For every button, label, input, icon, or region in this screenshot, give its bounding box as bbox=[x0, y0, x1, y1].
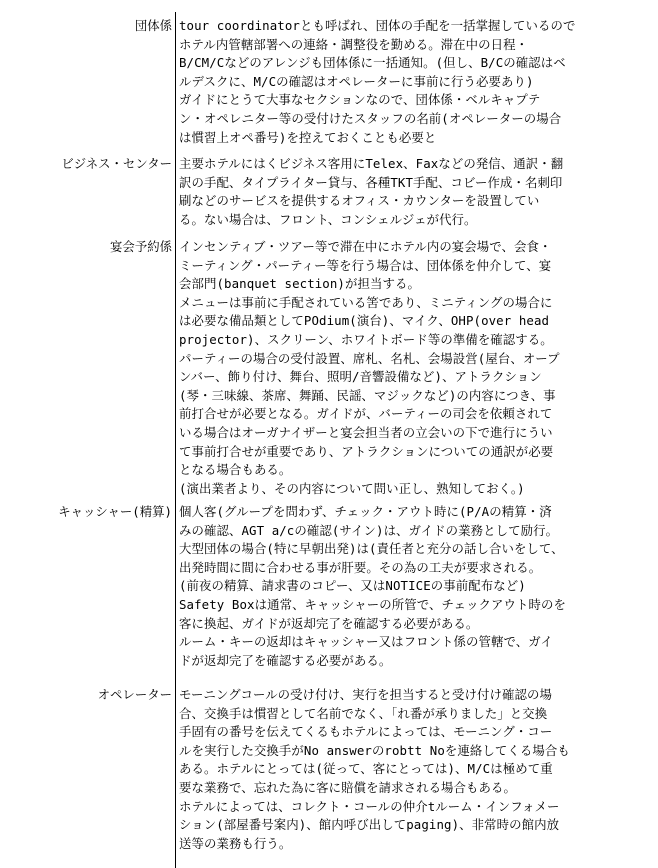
description-line: ガイドにとうて大事なセクションなので、団体係・ベルキャプテ bbox=[179, 92, 541, 108]
description-line: (演出業者より、その内容について問い正し、熟知しておく。) bbox=[179, 480, 525, 496]
description-line: 送等の業務も行う。 bbox=[179, 835, 292, 851]
term-description bbox=[179, 686, 649, 853]
description-line: 客に換起、ガイドが返却完了を確認する必要がある。 bbox=[179, 615, 479, 631]
description-line: ある。ホテルにとっては(従って、客にとっては)、M/Cは極めて重 bbox=[179, 761, 553, 777]
description-line: ンバー、飾り付け、舞台、照明/音響設備など)、アトラクション bbox=[179, 369, 542, 385]
description-line: ルを実行した交換手がNo answerのrobtt Noを連絡してくる場合も bbox=[179, 742, 570, 758]
description-line: ホテルによっては、コレクト・コールの仲介tルーム・インフォメー bbox=[179, 798, 560, 814]
term-label: ビジネス・センター bbox=[61, 156, 172, 171]
description-line: 主要ホテルにはくビジネス客用にTelex、Faxなどの発信、通訳・翻 bbox=[179, 156, 564, 171]
term-description bbox=[179, 238, 649, 498]
description-line: みの確認、AGT a/cの確認(サイン)は、ガイドの業務として励行。 bbox=[179, 522, 559, 538]
term-label: 団体係 bbox=[134, 18, 172, 33]
description-line: ドが返却完了を確認する必要がある。 bbox=[179, 652, 392, 668]
term-description bbox=[179, 155, 649, 229]
description-line: ルーム・キーの返却はキャッシャー又はフロント係の管轄で、ガイ bbox=[179, 634, 553, 650]
description-line: 要な業務で、忘れた為に客に賠償を請求される場合もある。 bbox=[179, 779, 516, 795]
description-line: 個人客(グループを問わず、チェック・アウト時に(P/Aの精算・済 bbox=[179, 504, 552, 519]
description-line: 前打合せが必要となる。ガイドが、バーティーの司会を依頼されて bbox=[179, 406, 553, 422]
description-line: ルデスクに、M/Cの確認はオペレーターに事前に行う必要あり) bbox=[179, 73, 534, 89]
description-line: (琴・三味線、茶席、舞踊、民謡、マジックなど)の内容につき、事 bbox=[179, 387, 556, 403]
description-line: インセンティブ・ツアー等で滞在中にホテル内の宴会場で、会食・ bbox=[179, 239, 552, 254]
term-label: 宴会予約係 bbox=[110, 239, 172, 254]
description-line: 会部門(banquet section)が担当する。 bbox=[179, 276, 420, 292]
description-line: ション(部屋番号案内)、館内呼び出してpaging)、非常時の館内放 bbox=[179, 817, 560, 833]
description-line: メニューは事前に手配されている筈であり、ミニティングの場合に bbox=[179, 294, 553, 310]
description-line: ミーティング・パーティー等を行う場合は、団体係を仲介して、宴 bbox=[179, 257, 552, 273]
description-line: いる場合はオーガナイザーと宴会担当者の立会いの下で進行にうい bbox=[179, 424, 553, 440]
description-line: 訳の手配、タイプライター貸与、各種TKT手配、コビー作成・名刺印 bbox=[179, 174, 563, 190]
description-line: パーティーの場合の受付設置、席札、名札、会場設営(屋台、オープ bbox=[179, 350, 560, 366]
term-label: オペレーター bbox=[97, 687, 172, 702]
description-line: となる場合もある。 bbox=[179, 462, 292, 478]
description-line: は慣習上オペ番号)を控えておくことも必要と bbox=[179, 129, 437, 145]
description-line: は必要な備品類としてPOdium(演台)、マイク、OHP(over head bbox=[179, 313, 550, 329]
description-line: 刷などのサービスを提供するオフィス・カウンターを設置してい bbox=[179, 193, 540, 209]
description-line: B/CM/Cなどのアレンジも団体係に一括通知。(但し、B/Cの確認はベ bbox=[179, 55, 566, 71]
description-line: ン・オペレニター等の受付けたスタッフの名前(オペレーターの場合 bbox=[179, 110, 562, 126]
column-divider bbox=[175, 12, 176, 868]
term-description bbox=[179, 17, 649, 147]
description-line: 出発時間に間に合わせる事が肝要。その為の工夫が要求される。 bbox=[179, 559, 542, 575]
term-description bbox=[179, 503, 649, 670]
description-line: 合、交換手は慣習として名前でなく、「れ番が承りました」と交換 bbox=[179, 705, 548, 721]
description-line: 手固有の番号を伝えてくるもホテルによっては、モーニング・コー bbox=[179, 724, 553, 740]
description-line: ホテル内管轄部署への連絡・調整役を勤める。滞在中の日程・ bbox=[179, 36, 529, 52]
description-line: tour coordinatorとも呼ばれ、団体の手配を一括掌握しているので bbox=[179, 18, 576, 33]
description-line: て事前打合せが重要であり、アトラクションについての通訳が必要 bbox=[179, 443, 554, 459]
description-line: projector)、スクリーン、ホワイトボード等の準備を確認する。 bbox=[179, 331, 553, 347]
description-line: Safety Boxは通常、キャッシャーの所管で、チェックアウト時のを bbox=[179, 596, 566, 612]
term-label: キャッシャー(精算) bbox=[58, 504, 172, 519]
description-line: (前夜の精算、請求書のコピー、又はNOTICEの事前配布など) bbox=[179, 578, 526, 594]
description-line: モーニングコールの受け付け、実行を担当すると受け付け確認の場 bbox=[179, 687, 552, 702]
description-line: る。ない場合は、フロント、コンシェルジェが代行。 bbox=[179, 211, 477, 227]
description-line: 大型団体の場合(特に早朝出発)は(責任者と充分の話し合いをして、 bbox=[179, 541, 564, 557]
